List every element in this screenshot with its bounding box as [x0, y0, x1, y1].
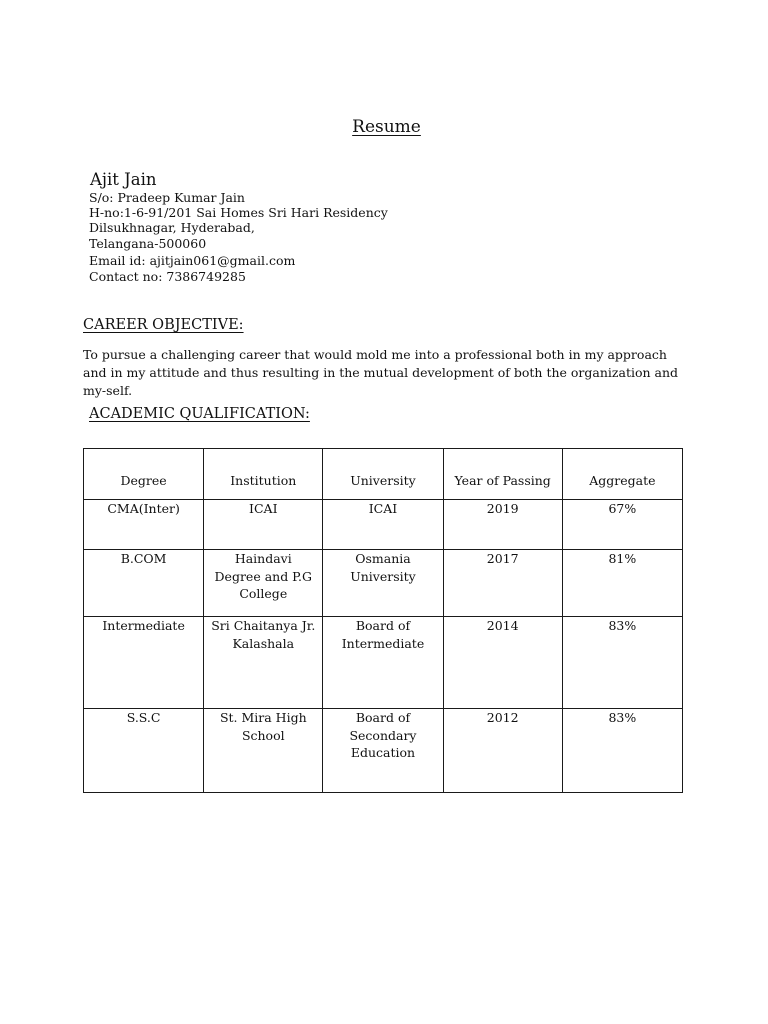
parent-line: S/o: Pradeep Kumar Jain: [89, 190, 245, 205]
table-row: [84, 709, 683, 793]
qualification-table: [83, 448, 683, 793]
column-header-institution: Institution: [204, 449, 323, 500]
table-header-row: [84, 449, 683, 500]
year-cell: 2014: [443, 617, 562, 709]
state-pincode-line: Telangana-500060: [89, 236, 207, 252]
aggregate-cell: 83%: [562, 709, 682, 793]
institution-cell: ICAI: [204, 500, 323, 550]
table-row: [84, 500, 683, 550]
locality-line: Dilsukhnagar, Hyderabad,: [89, 220, 255, 235]
institution-cell: Sri Chaitanya Jr. Kalashala: [204, 617, 323, 709]
degree-cell: CMA(Inter): [84, 500, 204, 550]
university-cell: Board of Secondary Education: [323, 709, 443, 793]
year-cell: 2019: [443, 500, 562, 550]
house-number-line: H-no:1-6-91/201 Sai Homes Sri Hari Residency: [89, 204, 388, 220]
email-line: Email id: ajitjain061@gmail.com: [89, 252, 296, 268]
aggregate-cell: 67%: [562, 500, 682, 550]
table-row: [84, 617, 683, 709]
column-header-year: Year of Passing: [443, 449, 562, 500]
university-cell: Osmania University: [323, 550, 443, 617]
contact-line: Contact no: 7386749285: [89, 268, 246, 284]
aggregate-cell: 83%: [562, 617, 682, 709]
table-row: [84, 550, 683, 617]
year-cell: 2017: [443, 550, 562, 617]
page-title: Resume: [352, 117, 421, 137]
career-objective-heading: CAREER OBJECTIVE:: [83, 317, 244, 333]
degree-cell: B.COM: [84, 550, 204, 617]
year-cell: 2012: [443, 709, 562, 793]
university-cell: ICAI: [323, 500, 443, 550]
university-cell: Board of Intermediate: [323, 617, 443, 709]
aggregate-cell: 81%: [562, 550, 682, 617]
column-header-degree: Degree: [84, 449, 204, 500]
institution-cell: Haindavi Degree and P.G College: [204, 550, 323, 617]
applicant-name: Ajit Jain: [90, 170, 157, 189]
career-objective-text: To pursue a challenging career that would mold me into a professional both in my approach and in my attitude and thus resulting in the mutual development of both the organization and my-self.: [83, 347, 679, 398]
column-header-aggregate: Aggregate: [562, 449, 682, 500]
institution-cell: St. Mira High School: [204, 709, 323, 793]
degree-cell: S.S.C: [84, 709, 204, 793]
column-header-university: University: [323, 449, 443, 500]
address-block: [89, 191, 388, 285]
academic-qualification-heading: ACADEMIC QUALIFICATION:: [89, 406, 310, 422]
degree-cell: Intermediate: [84, 617, 204, 709]
